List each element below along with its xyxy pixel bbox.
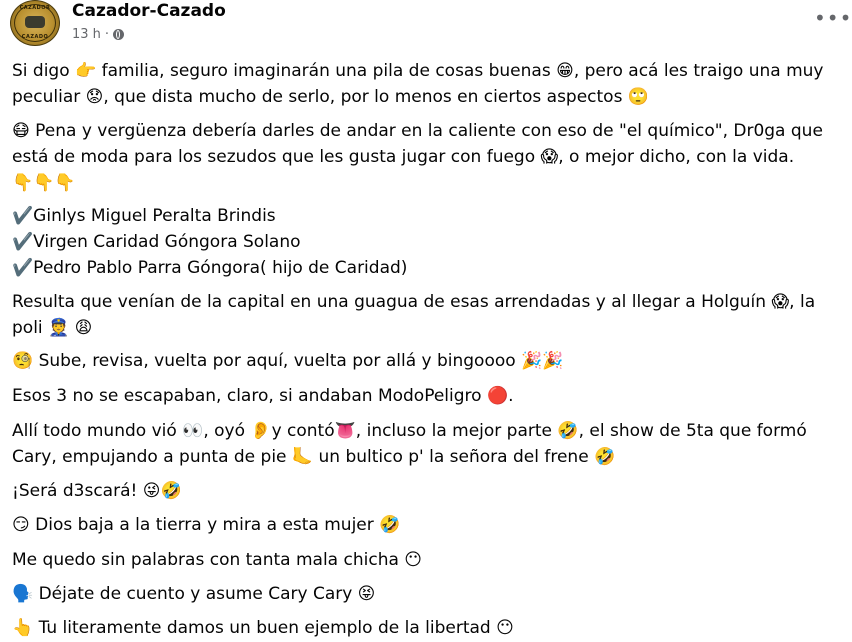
post-paragraph: 🧐 Sube, revisa, vuelta por aquí, vuelta por allá y bingoooo 🎉🎉	[12, 351, 564, 371]
page-avatar[interactable]	[10, 0, 60, 46]
page-name-link[interactable]: Cazador-Cazado	[72, 1, 226, 21]
post-paragraph: Me quedo sin palabras con tanta mala chicha 😶	[12, 550, 423, 570]
avatar-logo-text-bottom: CAZADO	[21, 34, 49, 40]
post-paragraph: Resulta que venían de la capital en una guagua de esas arrendadas y al llegar a Holguín 😱, la poli 👮 😩	[12, 292, 816, 338]
globe-icon[interactable]	[113, 29, 124, 40]
meta-separator: ·	[104, 27, 110, 42]
post-paragraph: 👇👇👇	[12, 173, 76, 193]
more-options-button[interactable]: •••	[814, 6, 852, 30]
post-paragraph: ✔️Pedro Pablo Parra Góngora( hijo de Caridad)	[12, 258, 408, 278]
avatar-logo-emblem	[25, 16, 45, 28]
post-paragraph: Esos 3 no se escapaban, claro, si andaban ModoPeligro 🔴.	[12, 386, 514, 406]
post-paragraph: ✔️Virgen Caridad Góngora Solano	[12, 232, 301, 252]
post-paragraph: ✔️Ginlys Miguel Peralta Brindis	[12, 206, 276, 226]
post-paragraph: 😷 Pena y vergüenza debería darles de andar en la caliente con eso de "el químico", Dr0ga que está de moda para los sezudos que les gusta jugar con fuego 😱, o mejor dicho, con la vida.	[12, 121, 823, 167]
post-paragraph: 🗣️ Déjate de cuento y asume Cary Cary 😝	[12, 584, 376, 604]
post-paragraph: Allí todo mundo vió 👀, oyó 👂y contó👅, incluso la mejor parte 🤣, el show de 5ta que formó Cary, empujando a punta de pie 🦶 un bultico p' la señora del frene 🤣	[12, 421, 807, 467]
post-paragraph: 😏 Dios baja a la tierra y mira a esta mujer 🤣	[12, 515, 401, 535]
post-paragraph: 👆 Tu literamente damos un buen ejemplo de la libertad 😶	[12, 618, 514, 638]
post-header	[10, 0, 850, 48]
post-paragraph: Si digo 👉 familia, seguro imaginarán una pila de cosas buenas 😁, pero acá les traigo una muy peculiar 😟, que dista mucho de serlo, por lo menos en ciertos aspectos 🙄	[12, 61, 824, 107]
post-timestamp[interactable]: 13 h	[72, 27, 101, 42]
avatar-logo-text-top: CAZADOR	[19, 5, 51, 11]
post-paragraph: ¡Será d3scará! 😜🤣	[12, 481, 182, 501]
post-meta	[72, 27, 124, 42]
